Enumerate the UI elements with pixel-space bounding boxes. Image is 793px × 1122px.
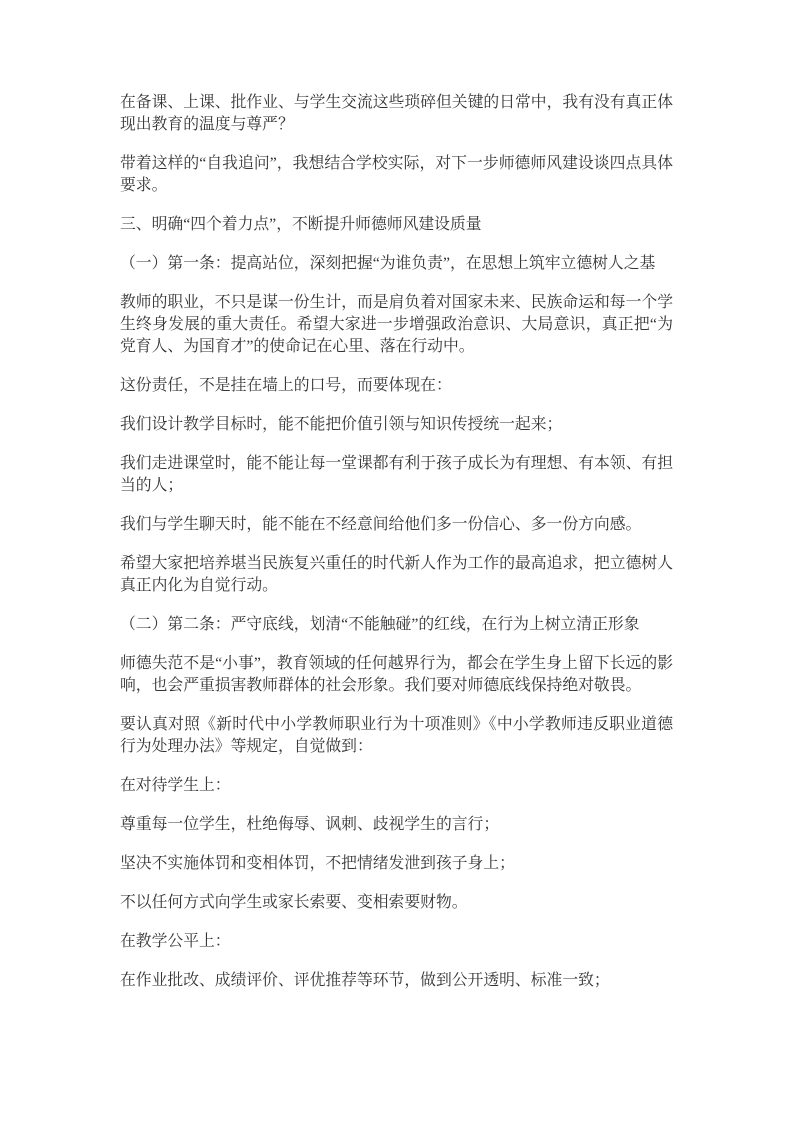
paragraph: 在教学公平上：: [120, 933, 231, 950]
paragraph: 要认真对照《新时代中小学教师职业行为十项准则》《中小学教师违反职业道德行为处理办法》等规定，自觉做到：: [120, 716, 673, 755]
paragraph: 我们与学生聊天时，能不能在不经意间给他们多一份信心、多一份方向感。: [120, 516, 642, 533]
paragraph: 坚决不实施体罚和变相体罚，不把情绪发泄到孩子身上；: [120, 855, 515, 872]
paragraph: 尊重每一位学生，杜绝侮辱、讽刺、歧视学生的言行；: [120, 816, 500, 833]
paragraph: 师德失范不是“小事”，教育领域的任何越界行为，都会在学生身上留下长远的影响，也会严重损害教师群体的社会形象。我们要对师德底线保持绝对敬畏。: [120, 655, 673, 694]
paragraph: 希望大家把培养堪当民族复兴重任的时代新人作为工作的最高追求，把立德树人真正内化为自觉行动。: [120, 555, 673, 594]
subsection-heading: （一）第一条：提高站位，深刻把握“为谁负责”，在思想上筑牢立德树人之基: [120, 255, 656, 272]
paragraph: 在作业批改、成绩评价、评优推荐等环节，做到公开透明、标准一致；: [120, 972, 610, 989]
paragraph: 带着这样的“自我追问”，我想结合学校实际，对下一步师德师风建设谈四点具体要求。: [120, 155, 673, 194]
section-heading: 三、明确“四个着力点”，不断提升师德师风建设质量: [120, 216, 482, 233]
subsection-heading: （二）第二条：严守底线，划清“不能触碰”的红线，在行为上树立清正形象: [120, 616, 640, 633]
paragraph: 在对待学生上：: [120, 777, 231, 794]
paragraph: 我们设计教学目标时，能不能把价值引领与知识传授统一起来；: [120, 416, 563, 433]
paragraph: 这份责任，不是挂在墙上的口号，而要体现在：: [120, 377, 452, 394]
paragraph: 不以任何方式向学生或家长索要、变相索要财物。: [120, 894, 468, 911]
document-page: [120, 92, 673, 1009]
paragraph: 教师的职业，不只是谋一份生计，而是肩负着对国家未来、民族命运和每一个学生终身发展的重大责任。希望大家进一步增强政治意识、大局意识，真正把“为党育人、为国育才”的使命记在心里、落在行动中。: [120, 294, 673, 355]
paragraph: 在备课、上课、批作业、与学生交流这些琐碎但关键的日常中，我有没有真正体现出教育的温度与尊严？: [120, 94, 673, 133]
paragraph: 我们走进课堂时，能不能让每一堂课都有利于孩子成长为有理想、有本领、有担当的人；: [120, 455, 673, 494]
